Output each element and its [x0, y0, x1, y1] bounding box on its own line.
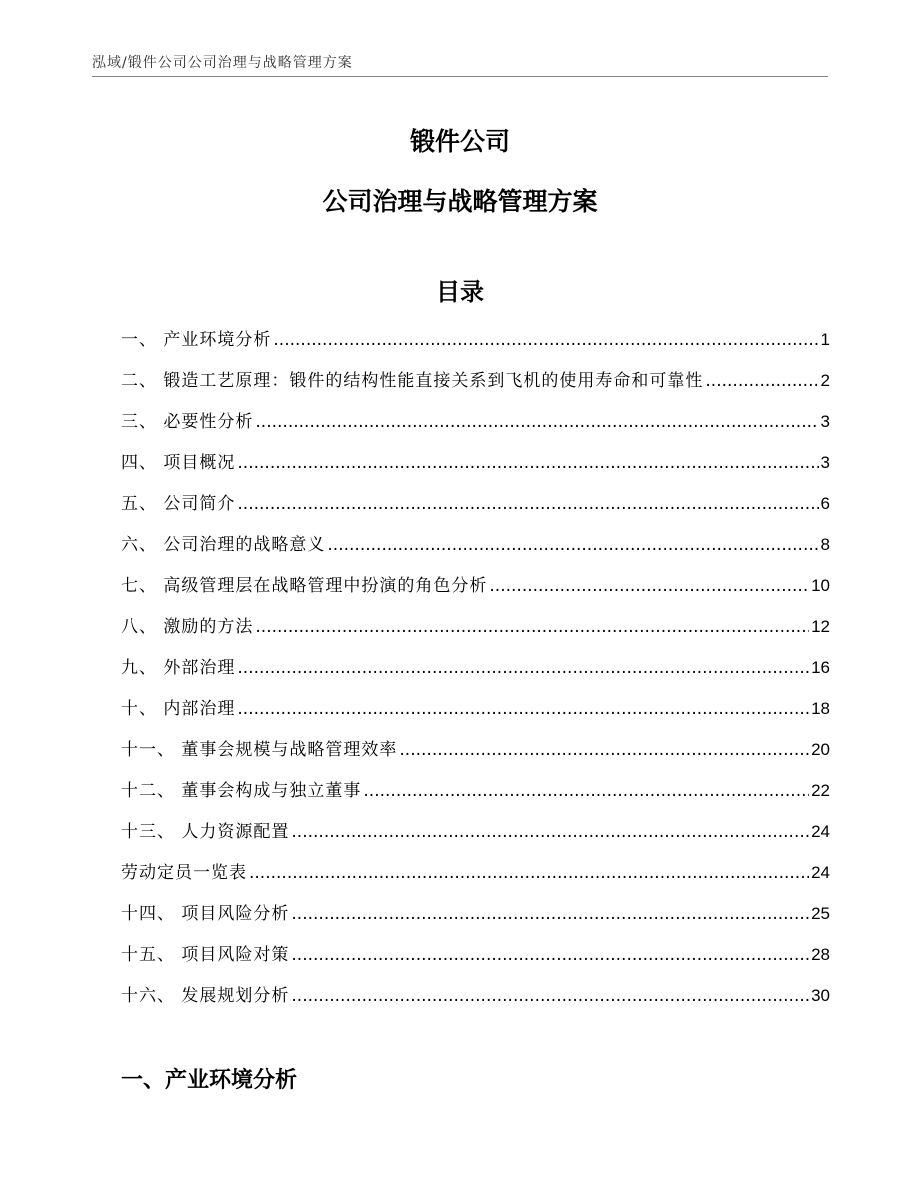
toc-entry-label: 十六、 发展规划分析	[121, 986, 290, 1006]
doc-title: 公司治理与战略管理方案	[322, 187, 598, 216]
toc-entry-label: 十一、 董事会规模与战略管理效率	[121, 740, 398, 760]
toc-leader-dots	[291, 945, 809, 965]
toc-entry-page: 24	[811, 822, 830, 841]
toc-leader-dots	[399, 740, 809, 760]
toc-leader-dots	[363, 781, 809, 801]
toc-entry-page: 18	[811, 699, 830, 718]
toc-entry-page: 3	[820, 453, 830, 472]
toc-entry-page: 6	[820, 494, 830, 513]
toc-entry[interactable]	[121, 899, 830, 940]
toc-entry-page: 3	[820, 412, 830, 431]
toc-entry-label: 十、 内部治理	[121, 699, 236, 719]
toc-entry-label: 七、 高级管理层在战略管理中扮演的角色分析	[121, 576, 488, 596]
toc-entry-label: 十二、 董事会构成与独立董事	[121, 781, 362, 801]
toc-entry-page: 12	[811, 617, 830, 636]
toc-entry-page: 1	[820, 330, 830, 349]
toc-entry[interactable]	[121, 776, 830, 817]
toc-entry[interactable]	[121, 817, 830, 858]
toc-entry[interactable]	[121, 366, 830, 407]
toc-entry[interactable]	[121, 325, 830, 366]
toc-leader-dots	[489, 576, 809, 596]
toc-entry-label: 一、 产业环境分析	[121, 330, 272, 350]
toc-entry-label: 八、 激励的方法	[121, 617, 254, 637]
toc-entry-page: 24	[811, 863, 830, 882]
toc-entry[interactable]	[121, 489, 830, 530]
toc-entry-page: 8	[820, 535, 830, 554]
toc-leader-dots	[249, 863, 809, 883]
toc-leader-dots	[237, 699, 809, 719]
toc-entry-label: 十四、 项目风险分析	[121, 904, 290, 924]
toc-entry[interactable]	[121, 735, 830, 776]
toc-entry-label: 十五、 项目风险对策	[121, 945, 290, 965]
toc-entry-label: 三、 必要性分析	[121, 412, 254, 432]
toc-entry-page: 22	[811, 781, 830, 800]
toc-leader-dots	[255, 617, 809, 637]
header-rule	[92, 76, 828, 77]
toc-entry-label: 六、 公司治理的战略意义	[121, 535, 326, 555]
toc-leader-dots	[255, 412, 818, 432]
toc-entry-page: 28	[811, 945, 830, 964]
toc-leader-dots	[327, 535, 818, 555]
table-of-contents	[121, 325, 830, 1022]
toc-leader-dots	[291, 822, 809, 842]
toc-entry-page: 16	[811, 658, 830, 677]
toc-leader-dots	[237, 453, 818, 473]
toc-leader-dots	[291, 904, 809, 924]
toc-leader-dots	[705, 371, 818, 391]
doc-title-company: 锻件公司	[409, 127, 510, 156]
toc-entry-label: 四、 项目概况	[121, 453, 236, 473]
toc-leader-dots	[237, 494, 818, 514]
toc-entry[interactable]	[121, 981, 830, 1022]
toc-entry-label: 九、 外部治理	[121, 658, 236, 678]
toc-entry[interactable]	[121, 612, 830, 653]
running-header: 泓域/锻件公司公司治理与战略管理方案	[92, 55, 353, 71]
toc-entry[interactable]	[121, 407, 830, 448]
toc-entry-page: 2	[820, 371, 830, 390]
toc-entry-label: 劳动定员一览表	[121, 863, 247, 883]
toc-entry[interactable]	[121, 653, 830, 694]
toc-entry-label: 五、 公司简介	[121, 494, 236, 514]
toc-entry[interactable]	[121, 694, 830, 735]
toc-entry-label: 二、 锻造工艺原理：锻件的结构性能直接关系到飞机的使用寿命和可靠性	[121, 371, 704, 391]
toc-leader-dots	[291, 986, 809, 1006]
toc-leader-dots	[273, 330, 818, 350]
toc-entry-page: 10	[811, 576, 830, 595]
toc-leader-dots	[237, 658, 809, 678]
toc-title: 目录	[436, 278, 484, 306]
toc-entry-page: 20	[811, 740, 830, 759]
toc-entry[interactable]	[121, 530, 830, 571]
toc-entry-page: 30	[811, 986, 830, 1005]
toc-entry[interactable]	[121, 448, 830, 489]
toc-entry[interactable]	[121, 858, 830, 899]
section-heading: 一、产业环境分析	[121, 1068, 298, 1093]
toc-entry-label: 十三、 人力资源配置	[121, 822, 290, 842]
toc-entry-page: 25	[811, 904, 830, 923]
toc-entry[interactable]	[121, 940, 830, 981]
toc-entry[interactable]	[121, 571, 830, 612]
